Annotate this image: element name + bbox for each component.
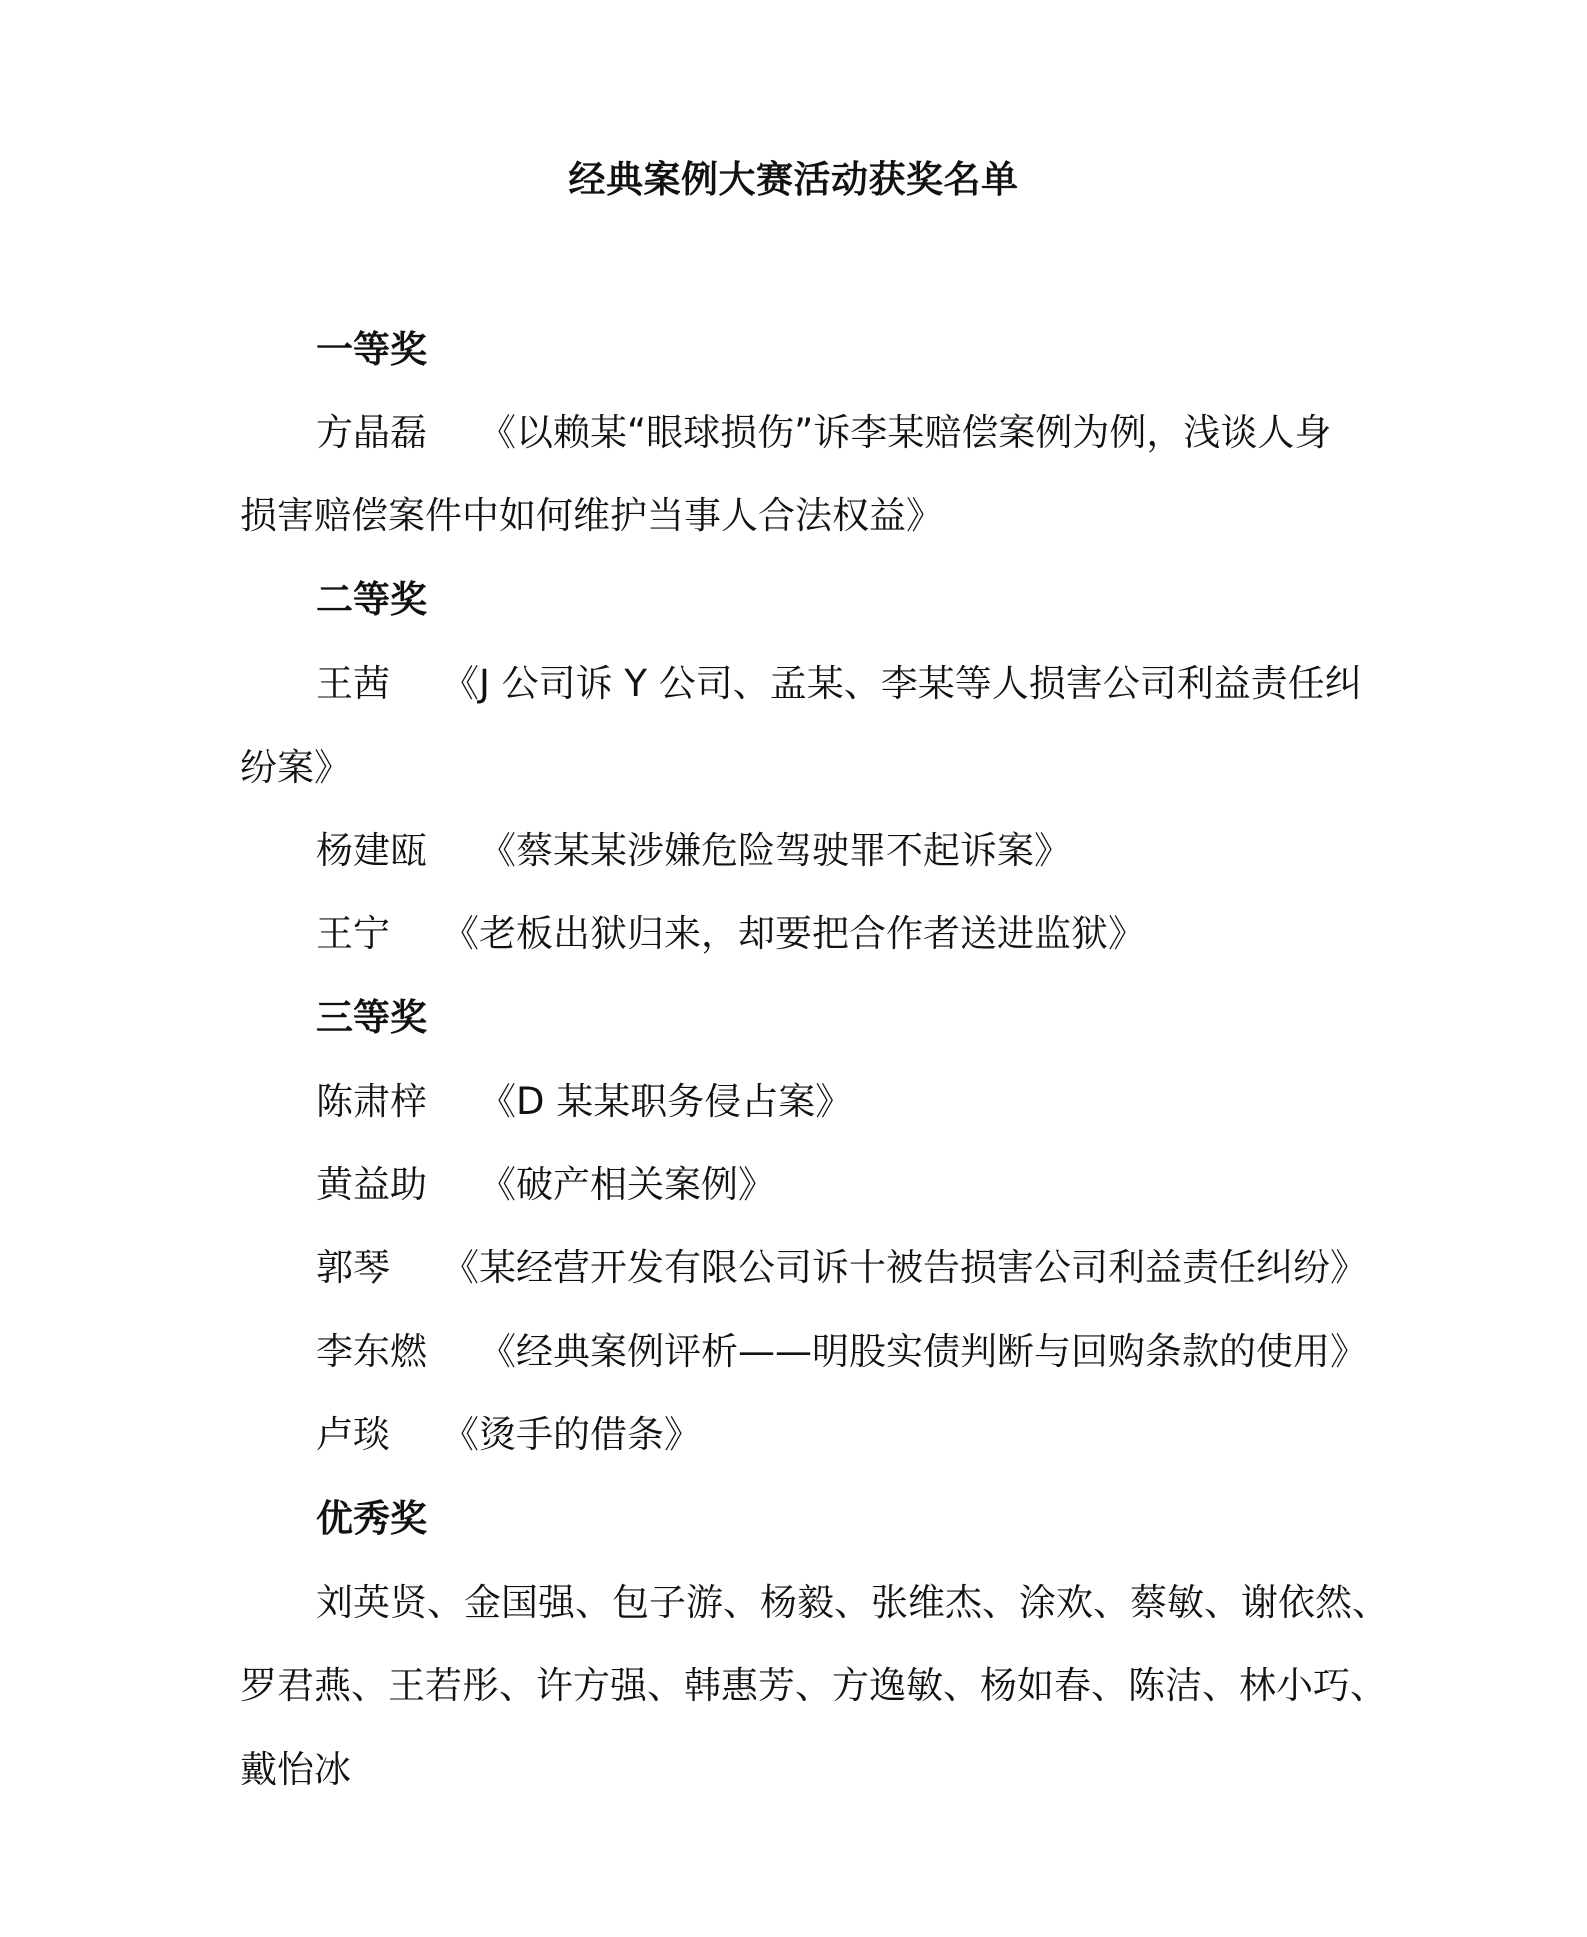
third-prize-entry-4 — [316, 1324, 1446, 1380]
work-title: 《蔡某某涉嫌危险驾驶罪不起诉案》 — [479, 829, 1071, 872]
first-prize-entry-1 — [316, 405, 1446, 461]
excellence-prize-heading: 优秀奖 — [316, 1497, 427, 1540]
work-title: 《经典案例评析——明股实债判断与回购条款的使用》 — [479, 1330, 1367, 1373]
winner-name: 黄益助 — [316, 1163, 427, 1206]
work-title: 《某经营开发有限公司诉十被告损害公司利益责任纠纷》 — [442, 1246, 1367, 1289]
document-title: 经典案例大赛活动获奖名单 — [568, 158, 1019, 201]
winner-name: 陈肃梓 — [316, 1080, 427, 1123]
work-title: 《J 公司诉 Y 公司、孟某、李某等人损害公司利益责任纠 — [442, 662, 1362, 705]
third-prize-entry-5 — [316, 1407, 1446, 1463]
third-prize-entry-2 — [316, 1157, 1446, 1213]
work-title: 《老板出狱归来，却要把合作者送进监狱》 — [442, 912, 1145, 955]
work-title: 《D 某某职务侵占案》 — [479, 1080, 853, 1123]
work-title: 《破产相关案例》 — [479, 1163, 775, 1206]
winner-name: 方晶磊 — [316, 411, 427, 454]
second-prize-entry-1 — [316, 656, 1446, 712]
second-prize-entry-2 — [316, 823, 1446, 879]
first-prize-entry-1-cont: 损害赔偿案件中如何维护当事人合法权益》 — [240, 494, 943, 537]
winner-name: 郭琴 — [316, 1246, 390, 1289]
winner-name: 李东燃 — [316, 1330, 427, 1373]
second-prize-entry-3 — [316, 906, 1446, 962]
second-prize-heading: 二等奖 — [316, 578, 427, 621]
winner-name: 杨建瓯 — [316, 829, 427, 872]
winner-name: 卢琰 — [316, 1413, 390, 1456]
work-title: 《以赖某“眼球损伤”诉李某赔偿案例为例，浅谈人身 — [479, 411, 1332, 454]
work-title: 《烫手的借条》 — [442, 1413, 701, 1456]
second-prize-entry-1-cont: 纷案》 — [240, 746, 351, 789]
winner-name: 王茜 — [316, 662, 390, 705]
excellence-prize-names-line-2: 罗君燕、王若彤、许方强、韩惠芳、方逸敏、杨如春、陈洁、林小巧、 — [240, 1664, 1387, 1707]
excellence-prize-names-line-3: 戴怡冰 — [240, 1748, 351, 1791]
third-prize-entry-3 — [316, 1240, 1446, 1296]
first-prize-heading: 一等奖 — [316, 328, 427, 371]
winner-name: 王宁 — [316, 912, 390, 955]
third-prize-entry-1 — [316, 1074, 1446, 1130]
third-prize-heading: 三等奖 — [316, 996, 427, 1039]
excellence-prize-names-line-1: 刘英贤、金国强、包子游、杨毅、张维杰、涂欢、蔡敏、谢依然、 — [316, 1581, 1389, 1624]
